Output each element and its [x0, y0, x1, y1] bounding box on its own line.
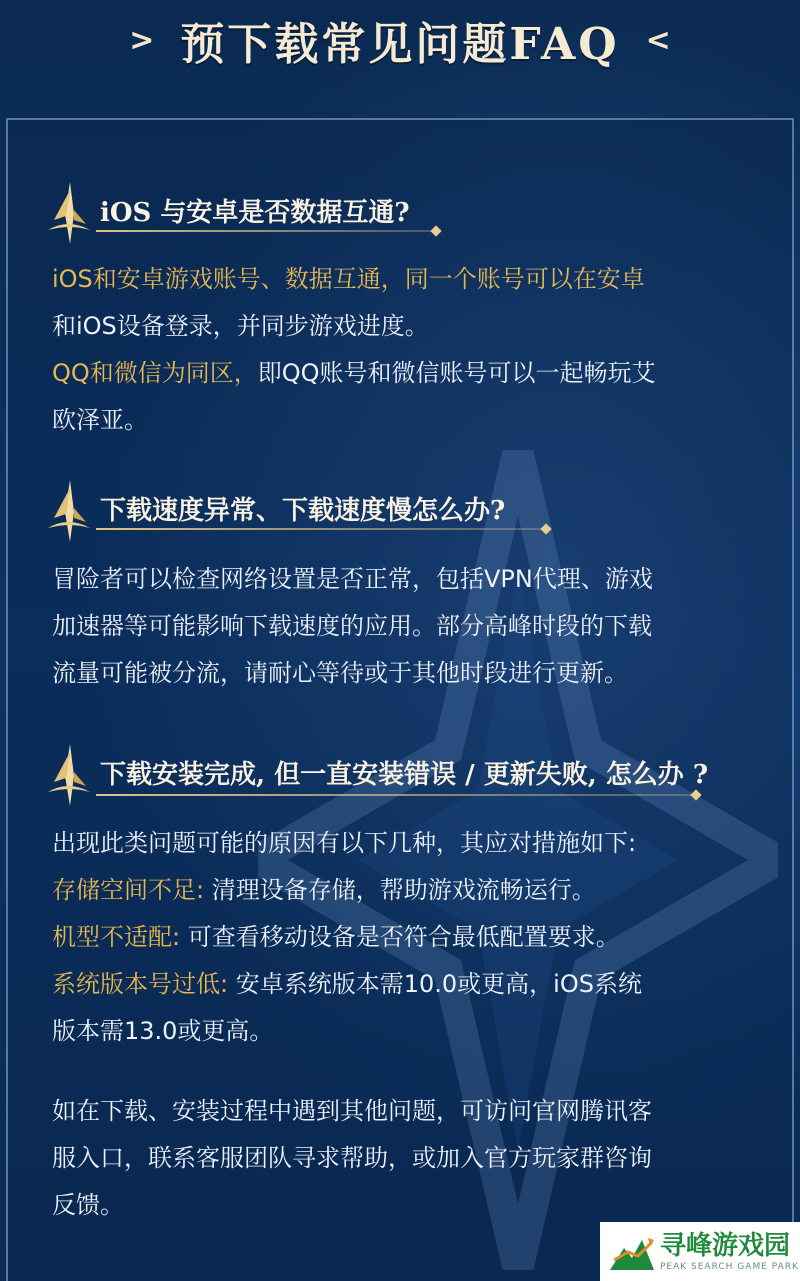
left-chevron-icon: > [129, 22, 155, 58]
answer-intro: 出现此类问题可能的原因有以下几种，其应对措施如下: [52, 829, 637, 857]
cause-continuation: 版本需13.0或更高。 [52, 1017, 274, 1045]
gold-emblem-icon [44, 180, 92, 246]
gold-divider [96, 528, 546, 530]
gold-divider [96, 794, 696, 796]
question-title: 下载速度异常、下载速度慢怎么办? [100, 495, 506, 526]
faq-question-3 [44, 740, 708, 810]
cause-text: 可查看移动设备是否符合最低配置要求。 [180, 923, 620, 951]
footer-note [52, 1088, 752, 1229]
logo-name-en: PEAK SEARCH GAME PARK [660, 1261, 799, 1272]
answer-text: 即QQ账号和微信账号可以一起畅玩艾 [257, 359, 656, 387]
faq-answer-3 [52, 820, 752, 1055]
cause-text: 清理设备存储，帮助游戏流畅运行。 [204, 876, 596, 904]
site-logo[interactable] [600, 1222, 800, 1281]
answer-line: 和iOS设备登录，并同步游戏进度。 [52, 312, 429, 340]
question-title: 下载安装完成, 但一直安装错误 / 更新失败, 怎么办 ? [100, 759, 709, 790]
highlight-label: QQ和微信为同区， [52, 359, 258, 387]
gold-divider [96, 230, 436, 232]
faq-question-2 [44, 476, 505, 546]
question-title: iOS 与安卓是否数据互通? [100, 197, 410, 228]
mountain-logo-icon [608, 1230, 656, 1274]
cause-label: 系统版本号过低: [52, 970, 229, 998]
note-line: 反馈。 [52, 1191, 124, 1219]
page-title: 预下载常见问题FAQ [180, 19, 620, 70]
gold-emblem-icon [44, 742, 92, 808]
right-chevron-icon: < [645, 22, 671, 58]
answer-line: 流量可能被分流，请耐心等待或于其他时段进行更新。 [52, 659, 628, 687]
gold-emblem-icon [44, 478, 92, 544]
cause-label: 机型不适配: [52, 923, 181, 951]
faq-answer-2 [52, 556, 752, 697]
faq-question-1 [44, 178, 410, 248]
page-header [0, 0, 800, 80]
answer-line: 冒险者可以检查网络设置是否正常，包括VPN代理、游戏 [52, 565, 653, 593]
note-line: 服入口，联系客服团队寻求帮助，或加入官方玩家群咨询 [52, 1144, 652, 1172]
logo-name-cn: 寻峰游戏园 [660, 1230, 791, 1261]
answer-line: iOS和安卓游戏账号、数据互通，同一个账号可以在安卓 [52, 265, 645, 293]
cause-label: 存储空间不足: [52, 876, 205, 904]
answer-line: 欧泽亚。 [52, 406, 148, 434]
cause-text: 安卓系统版本需10.0或更高，iOS系统 [228, 970, 642, 998]
answer-line: 加速器等可能影响下载速度的应用。部分高峰时段的下载 [52, 612, 652, 640]
note-line: 如在下载、安装过程中遇到其他问题，可访问官网腾讯客 [52, 1097, 652, 1125]
faq-answer-1 [52, 256, 752, 444]
